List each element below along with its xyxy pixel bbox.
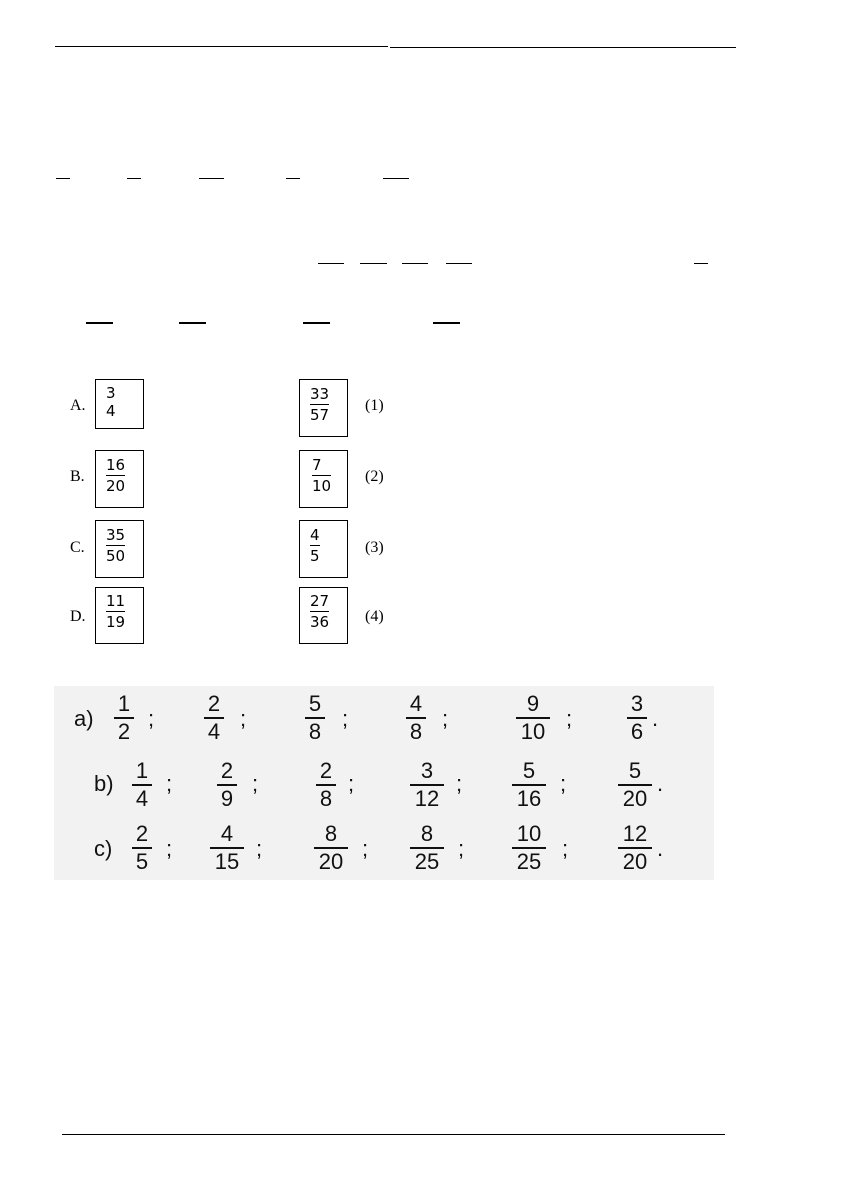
separator: ; <box>148 706 155 731</box>
separator: ; <box>342 706 349 731</box>
fractions-exercise-panel <box>54 686 714 880</box>
numerator: 8 <box>324 821 338 846</box>
denominator: 57 <box>310 406 330 424</box>
denominator: 4 <box>135 786 149 811</box>
numerator: 7 <box>312 456 322 474</box>
fraction-box-1 <box>299 379 348 437</box>
separator: . <box>657 836 664 861</box>
fraction-2 <box>312 456 331 495</box>
denominator: 2 <box>117 719 131 744</box>
numerator: 2 <box>220 758 234 783</box>
option-label-2: (2) <box>365 468 384 485</box>
row-label-c: c) <box>94 836 113 861</box>
numerator: 4 <box>310 526 320 544</box>
exercise-fraction <box>512 759 546 811</box>
separator: . <box>657 771 664 796</box>
fraction-bar <box>310 404 329 405</box>
separator: ; <box>458 836 465 861</box>
numerator: 3 <box>106 384 116 402</box>
fraction-3 <box>310 526 320 565</box>
fraction-bar-mark <box>286 178 300 179</box>
fraction-1 <box>310 385 329 424</box>
denominator: 4 <box>207 719 221 744</box>
denominator: 4 <box>106 402 116 420</box>
numerator: 1 <box>117 691 131 716</box>
denominator: 50 <box>106 547 126 565</box>
fraction-bar-mark <box>199 178 224 179</box>
fraction-bar-mark <box>383 178 409 179</box>
fraction-bar-mark <box>86 322 113 324</box>
numerator: 2 <box>207 691 221 716</box>
denominator: 20 <box>622 786 648 811</box>
denominator: 5 <box>135 849 149 874</box>
fraction-a <box>106 384 116 420</box>
exercise-fraction <box>316 759 336 811</box>
fraction-bar-mark <box>179 322 206 324</box>
separator: ; <box>562 836 569 861</box>
separator: ; <box>362 836 369 861</box>
separator: . <box>652 706 659 731</box>
fraction-box-4 <box>299 587 348 644</box>
header-rule-left <box>55 46 388 47</box>
fraction-box-b <box>95 450 144 508</box>
denominator: 16 <box>516 786 542 811</box>
exercise-fraction <box>512 822 546 874</box>
row-label-a: a) <box>74 706 94 731</box>
fraction-bar <box>310 611 329 612</box>
denominator: 25 <box>516 849 542 874</box>
fraction-bar <box>312 475 331 476</box>
separator: ; <box>456 771 463 796</box>
separator: ; <box>252 771 259 796</box>
numerator: 2 <box>135 821 149 846</box>
separator: ; <box>560 771 567 796</box>
denominator: 10 <box>520 719 546 744</box>
fraction-b <box>106 456 125 495</box>
numerator: 33 <box>310 385 330 403</box>
denominator: 5 <box>310 547 320 565</box>
numerator: 8 <box>420 821 434 846</box>
fraction-d <box>106 592 125 631</box>
exercise-fraction <box>204 692 224 744</box>
denominator: 20 <box>318 849 344 874</box>
separator: ; <box>566 706 573 731</box>
option-label-3: (3) <box>365 539 384 556</box>
fraction-c <box>106 526 125 565</box>
exercise-fraction <box>114 692 134 744</box>
fraction-box-2 <box>299 450 348 508</box>
exercise-fraction <box>210 822 244 874</box>
numerator: 12 <box>622 821 648 846</box>
separator: ; <box>166 771 173 796</box>
denominator: 36 <box>310 613 330 631</box>
exercise-fraction <box>217 759 237 811</box>
denominator: 8 <box>409 719 423 744</box>
fraction-bar-mark <box>127 178 141 179</box>
numerator: 4 <box>409 691 423 716</box>
numerator: 3 <box>420 758 434 783</box>
exercise-fraction <box>516 692 550 744</box>
footer-rule <box>62 1134 725 1135</box>
fraction-bar-mark <box>433 322 460 324</box>
numerator: 10 <box>516 821 542 846</box>
item-label-b: B. <box>70 468 85 485</box>
fraction-bar <box>310 545 320 546</box>
fraction-bar-mark <box>446 263 472 264</box>
exercise-fraction <box>314 822 348 874</box>
denominator: 25 <box>414 849 440 874</box>
numerator: 5 <box>522 758 536 783</box>
exercise-fraction <box>627 692 647 744</box>
denominator: 8 <box>308 719 322 744</box>
exercise-fraction <box>132 759 152 811</box>
denominator: 8 <box>319 786 333 811</box>
exercise-fraction <box>410 822 444 874</box>
separator: ; <box>442 706 449 731</box>
separator: ; <box>348 771 355 796</box>
denominator: 20 <box>106 477 126 495</box>
numerator: 2 <box>319 758 333 783</box>
fraction-box-a <box>95 379 144 429</box>
fraction-bar-mark <box>303 322 330 324</box>
item-label-c: C. <box>70 539 85 556</box>
separator: ; <box>256 836 263 861</box>
fraction-box-c <box>95 520 144 578</box>
exercise-fraction <box>618 822 652 874</box>
fraction-bar-mark <box>402 263 428 264</box>
numerator: 16 <box>106 456 126 474</box>
numerator: 3 <box>630 691 644 716</box>
separator: ; <box>240 706 247 731</box>
numerator: 4 <box>220 821 234 846</box>
fraction-box-3 <box>299 520 348 578</box>
exercise-fraction <box>410 759 444 811</box>
fraction-box-d <box>95 587 144 644</box>
separator: ; <box>166 836 173 861</box>
header-rule-right <box>390 47 736 48</box>
item-label-d: D. <box>70 608 86 625</box>
denominator: 10 <box>312 477 332 495</box>
fraction-bar <box>106 545 125 546</box>
option-label-1: (1) <box>365 397 384 414</box>
numerator: 11 <box>106 592 126 610</box>
exercise-fraction <box>305 692 325 744</box>
fraction-bar-mark <box>694 263 708 264</box>
exercise-fraction <box>406 692 426 744</box>
numerator: 35 <box>106 526 126 544</box>
denominator: 9 <box>220 786 234 811</box>
option-label-4: (4) <box>365 608 384 625</box>
denominator: 12 <box>414 786 440 811</box>
fraction-bar <box>106 475 125 476</box>
fraction-bar-mark <box>360 263 387 264</box>
exercise-fraction <box>132 822 152 874</box>
numerator: 5 <box>628 758 642 783</box>
denominator: 19 <box>106 613 126 631</box>
row-label-b: b) <box>94 771 114 796</box>
fraction-4 <box>310 592 329 631</box>
fraction-bar-mark <box>56 178 70 179</box>
numerator: 1 <box>135 758 149 783</box>
fraction-bar-mark <box>318 263 344 264</box>
fraction-bar <box>106 611 125 612</box>
numerator: 5 <box>308 691 322 716</box>
numerator: 9 <box>526 691 540 716</box>
denominator: 6 <box>630 719 644 744</box>
item-label-a: A. <box>70 397 86 414</box>
denominator: 15 <box>214 849 240 874</box>
numerator: 27 <box>310 592 330 610</box>
denominator: 20 <box>622 849 648 874</box>
exercise-fraction <box>618 759 652 811</box>
